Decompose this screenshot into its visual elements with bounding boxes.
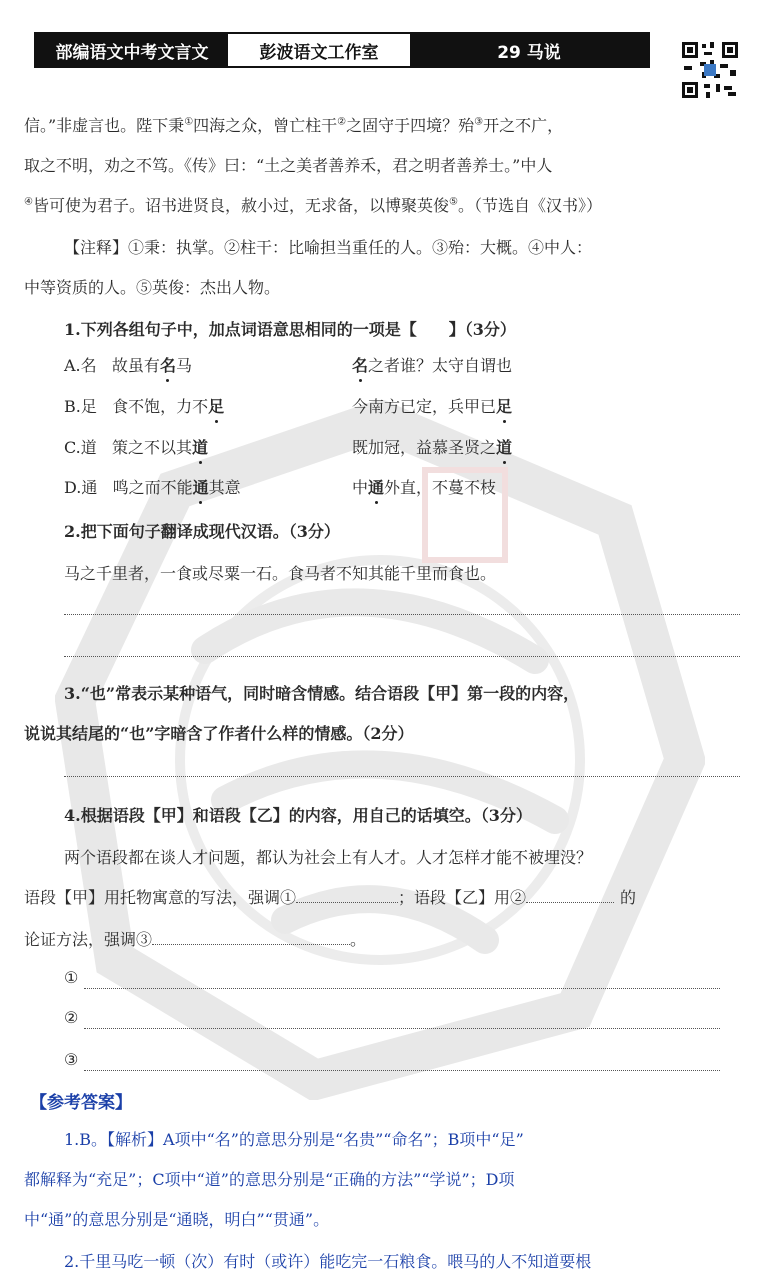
dotted-char: 足	[496, 397, 513, 416]
option-tag: C.道	[64, 438, 97, 457]
question-3-line-2: 说说其结尾的“也”字暗含了作者什么样的情感。（2分）	[24, 724, 414, 743]
q1-option-a[interactable]: A.名 故虽有名马 名之者谁？太守自谓也	[64, 356, 513, 375]
question-4-line-3: 论证方法，强调③ 。	[24, 930, 367, 949]
question-2-stem: 2.把下面句子翻译成现代汉语。（3分）	[64, 522, 340, 541]
header-series-title: 部编语文中考文言文	[36, 34, 228, 66]
answer-1-line-2: 都解释为“充足”；C项中“道”的意思分别是“正确的方法”“学说”；D项	[24, 1170, 515, 1189]
question-2-sentence: 马之千里者，一食或尽粟一石。食马者不知其能千里而食也。	[64, 564, 497, 583]
answer-line[interactable]	[84, 988, 720, 989]
dotted-char: 名	[159, 356, 176, 375]
fill-blank-2[interactable]	[526, 888, 614, 903]
passage-line-2: 取之不明，劝之不笃。《传》曰：“土之美者善养禾，君之明者善养士。”中人	[24, 156, 553, 175]
passage-line-1: 信。”非虚言也。陛下秉①四海之众，曾亡柱干②之固守于四境？殆③开之不广，	[24, 116, 564, 135]
dotted-char: 道	[192, 438, 209, 457]
answers-heading: 【参考答案】	[30, 1093, 132, 1113]
option-tag: B.足	[64, 397, 97, 416]
dotted-char: 名	[352, 356, 369, 375]
blank-label-2: ②	[64, 1008, 79, 1027]
answer-line[interactable]	[64, 614, 740, 615]
dotted-char: 通	[192, 478, 209, 497]
header-bar	[34, 32, 650, 68]
q1-option-b[interactable]: B.足 食不饱，力不足 今南方已定，兵甲已足	[64, 397, 513, 416]
header-studio-name: 彭波语文工作室	[228, 34, 410, 66]
blank-label-1: ①	[64, 968, 79, 987]
answer-line[interactable]	[84, 1028, 720, 1029]
q1-option-d[interactable]: D.通 鸣之而不能通其意 中通外直，不蔓不枝	[64, 478, 497, 497]
question-3-line-1: 3.“也”常表示某种语气，同时暗含情感。结合语段【甲】第一段的内容，	[64, 684, 580, 703]
answer-line[interactable]	[64, 656, 740, 657]
fill-blank-3[interactable]	[152, 930, 350, 945]
blank-label-3: ③	[64, 1050, 79, 1069]
dotted-char: 通	[368, 478, 385, 497]
answer-line[interactable]	[84, 1070, 720, 1071]
answer-2-line-1: 2.千里马吃一顿（次）有时（或许）能吃完一石粮食。喂马的人不知道要根	[64, 1252, 592, 1271]
question-4-line-2: 语段【甲】用托物寓意的写法，强调① ；语段【乙】用② 的	[24, 888, 637, 907]
notes-line-1: 【注释】①秉：执掌。②柱干：比喻担当重任的人。③殆：大概。④中人：	[64, 238, 593, 257]
option-tag: A.名	[64, 356, 97, 375]
qr-code-icon[interactable]	[680, 40, 740, 100]
notes-line-2: 中等资质的人。⑤英俊：杰出人物。	[24, 278, 281, 297]
option-tag: D.通	[64, 478, 98, 497]
dotted-char: 足	[208, 397, 225, 416]
passage-line-3: ④皆可使为君子。诏书进贤良，赦小过，无求备，以博聚英俊⑤。（节选自《汉书》）	[24, 196, 602, 215]
answer-line[interactable]	[64, 776, 740, 777]
question-1-stem: 1.下列各组句子中，加点词语意思相同的一项是【 】（3分）	[64, 320, 516, 339]
answer-1-line-3: 中“通”的意思分别是“通晓，明白”“贯通”。	[24, 1210, 330, 1229]
answer-1-line-1: 1.B。【解析】A项中“名”的意思分别是“名贵”“命名”；B项中“足”	[64, 1130, 524, 1149]
question-4-line-1: 两个语段都在谈人才问题，都认为社会上有人才。人才怎样才能不被埋没？	[64, 848, 593, 867]
header-lesson-title: 29 马说	[410, 34, 648, 66]
q1-option-c[interactable]: C.道 策之不以其道 既加冠，益慕圣贤之道	[64, 438, 513, 457]
dotted-char: 道	[496, 438, 513, 457]
fill-blank-1[interactable]	[296, 888, 398, 903]
seal-watermark	[55, 400, 705, 1100]
question-4-stem: 4.根据语段【甲】和语段【乙】的内容，用自己的话填空。（3分）	[64, 806, 532, 825]
